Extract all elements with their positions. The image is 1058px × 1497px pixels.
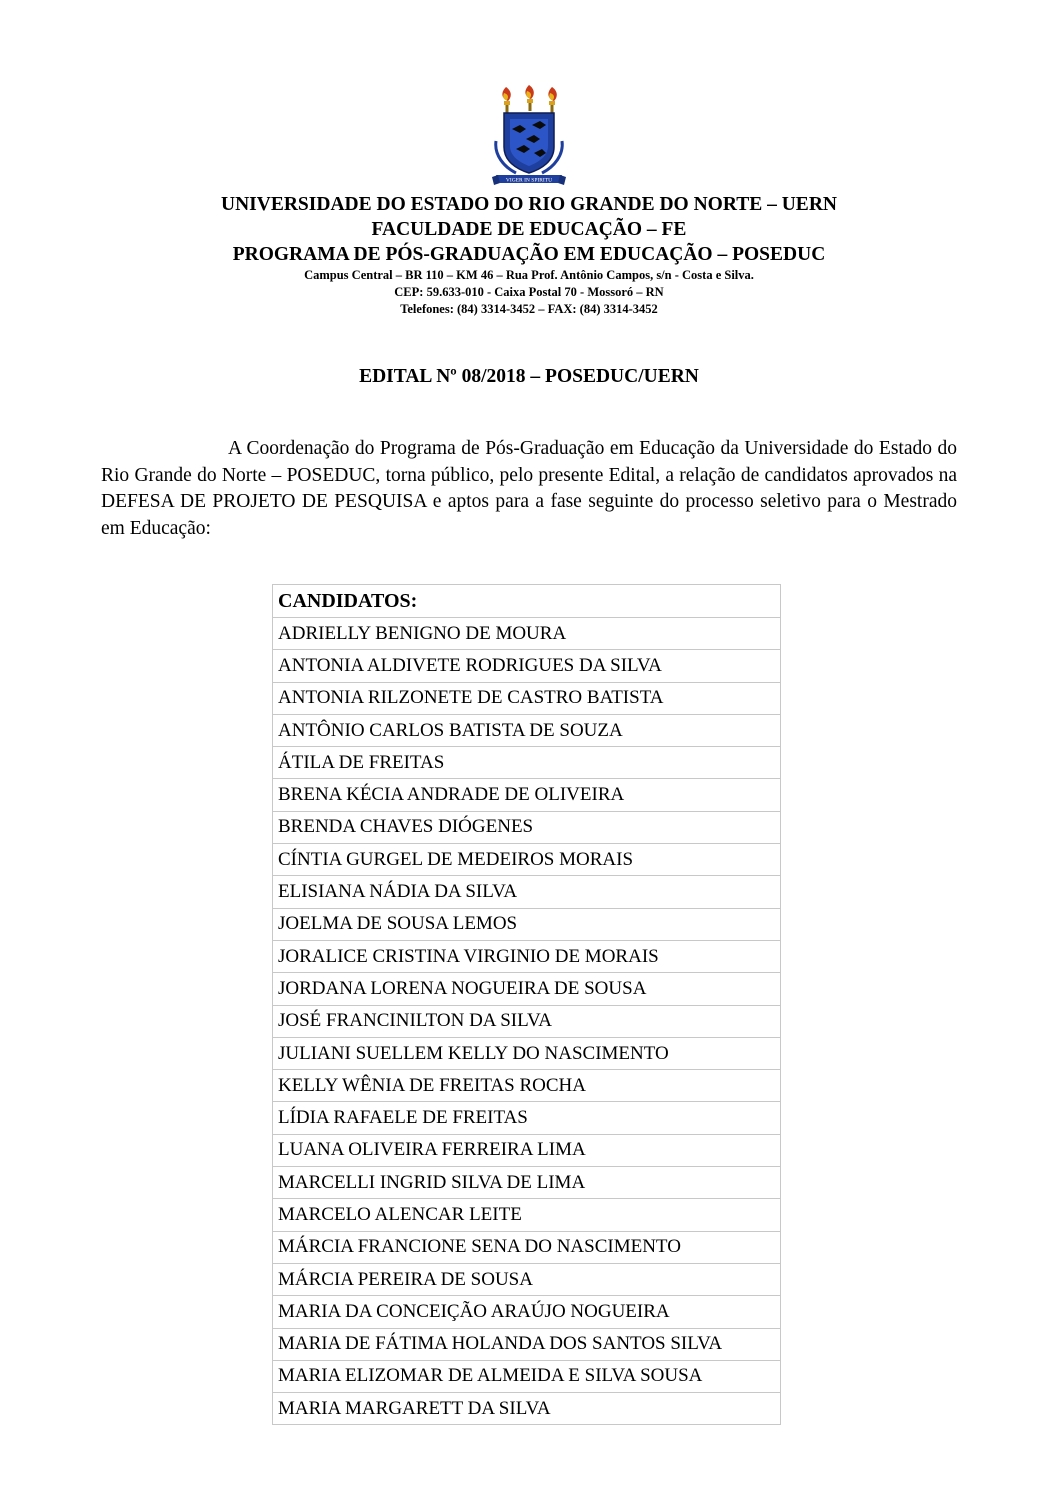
table-row	[273, 844, 781, 876]
university-name: UNIVERSIDADE DO ESTADO DO RIO GRANDE DO NORTE – UERN	[221, 194, 837, 215]
university-emblem	[486, 83, 572, 191]
postal-address: CEP: 59.633-010 - Caixa Postal 70 - Mossoró – RN	[394, 285, 664, 299]
table-row	[273, 1037, 781, 1069]
table-row	[273, 650, 781, 682]
table-row	[273, 618, 781, 650]
torch-icon	[525, 85, 533, 111]
table-row	[273, 1393, 781, 1425]
candidate-name: BRENA KÉCIA ANDRADE DE OLIVEIRA	[273, 779, 781, 811]
candidate-name: ANTONIA ALDIVETE RODRIGUES DA SILVA	[273, 650, 781, 682]
candidate-name: MARIA DA CONCEIÇÃO ARAÚJO NOGUEIRA	[273, 1296, 781, 1328]
table-header-row	[273, 585, 781, 618]
candidate-name: MÁRCIA PEREIRA DE SOUSA	[273, 1263, 781, 1295]
table-row	[273, 1231, 781, 1263]
candidate-name: MÁRCIA FRANCIONE SENA DO NASCIMENTO	[273, 1231, 781, 1263]
table-row	[273, 682, 781, 714]
candidate-name: MARCELLI INGRID SILVA DE LIMA	[273, 1167, 781, 1199]
candidate-name: ÁTILA DE FREITAS	[273, 747, 781, 779]
table-row	[273, 1134, 781, 1166]
candidate-name: ADRIELLY BENIGNO DE MOURA	[273, 618, 781, 650]
candidate-name: LUANA OLIVEIRA FERREIRA LIMA	[273, 1134, 781, 1166]
table-row	[273, 811, 781, 843]
edital-title: EDITAL Nº 08/2018 – POSEDUC/UERN	[359, 366, 699, 387]
candidate-name: JOELMA DE SOUSA LEMOS	[273, 908, 781, 940]
candidate-name: BRENDA CHAVES DIÓGENES	[273, 811, 781, 843]
table-row	[273, 1360, 781, 1392]
table-row	[273, 876, 781, 908]
candidate-name: CÍNTIA GURGEL DE MEDEIROS MORAIS	[273, 844, 781, 876]
candidate-name: MARIA MARGARETT DA SILVA	[273, 1393, 781, 1425]
table-row	[273, 1199, 781, 1231]
candidate-name: JOSÉ FRANCINILTON DA SILVA	[273, 1005, 781, 1037]
table-row	[273, 1005, 781, 1037]
candidate-name: MARIA DE FÁTIMA HOLANDA DOS SANTOS SILVA	[273, 1328, 781, 1360]
announcement-paragraph	[101, 436, 957, 542]
torch-icon	[502, 87, 510, 113]
table-row	[273, 1102, 781, 1134]
candidate-name: MARCELO ALENCAR LEITE	[273, 1199, 781, 1231]
table-row	[273, 973, 781, 1005]
table-row	[273, 1167, 781, 1199]
candidate-name: MARIA ELIZOMAR DE ALMEIDA E SILVA SOUSA	[273, 1360, 781, 1392]
table-header-cell: CANDIDATOS:	[273, 585, 781, 618]
table-row	[273, 1070, 781, 1102]
candidate-name: JORALICE CRISTINA VIRGINIO DE MORAIS	[273, 940, 781, 972]
candidate-name: JULIANI SUELLEM KELLY DO NASCIMENTO	[273, 1037, 781, 1069]
institution-header	[0, 192, 1058, 318]
announcement-text: A Coordenação do Programa de Pós-Graduação em Educação da Universidade do Estado do Rio Grande do Norte – POSEDUC, torna público, pelo presente Edital, a relação de candidatos aprovados na DEFESA DE PROJETO DE PESQUISA e aptos para a fase seguinte do processo seletivo para o Mestrado em Educação:	[101, 438, 957, 539]
table-row	[273, 908, 781, 940]
candidate-name: KELLY WÊNIA DE FREITAS ROCHA	[273, 1070, 781, 1102]
table-row	[273, 747, 781, 779]
candidate-name: ANTÔNIO CARLOS BATISTA DE SOUZA	[273, 714, 781, 746]
table-row	[273, 714, 781, 746]
program-name: PROGRAMA DE PÓS-GRADUAÇÃO EM EDUCAÇÃO – POSEDUC	[232, 244, 826, 265]
table-row	[273, 779, 781, 811]
candidate-name: ELISIANA NÁDIA DA SILVA	[273, 876, 781, 908]
torch-icon	[548, 87, 556, 113]
faculty-name: FACULDADE DE EDUCAÇÃO – FE	[371, 219, 687, 240]
table-row	[273, 1296, 781, 1328]
table-row	[273, 1263, 781, 1295]
candidates-table	[272, 584, 781, 1425]
table-row	[273, 1328, 781, 1360]
emblem-motto: VIGER IN SPIRITU	[505, 177, 553, 184]
phone-numbers: Telefones: (84) 3314-3452 – FAX: (84) 3314-3452	[400, 302, 658, 316]
campus-address: Campus Central – BR 110 – KM 46 – Rua Prof. Antônio Campos, s/n - Costa e Silva.	[304, 268, 754, 282]
table-row	[273, 940, 781, 972]
candidate-name: JORDANA LORENA NOGUEIRA DE SOUSA	[273, 973, 781, 1005]
candidate-name: LÍDIA RAFAELE DE FREITAS	[273, 1102, 781, 1134]
candidate-name: ANTONIA RILZONETE DE CASTRO BATISTA	[273, 682, 781, 714]
